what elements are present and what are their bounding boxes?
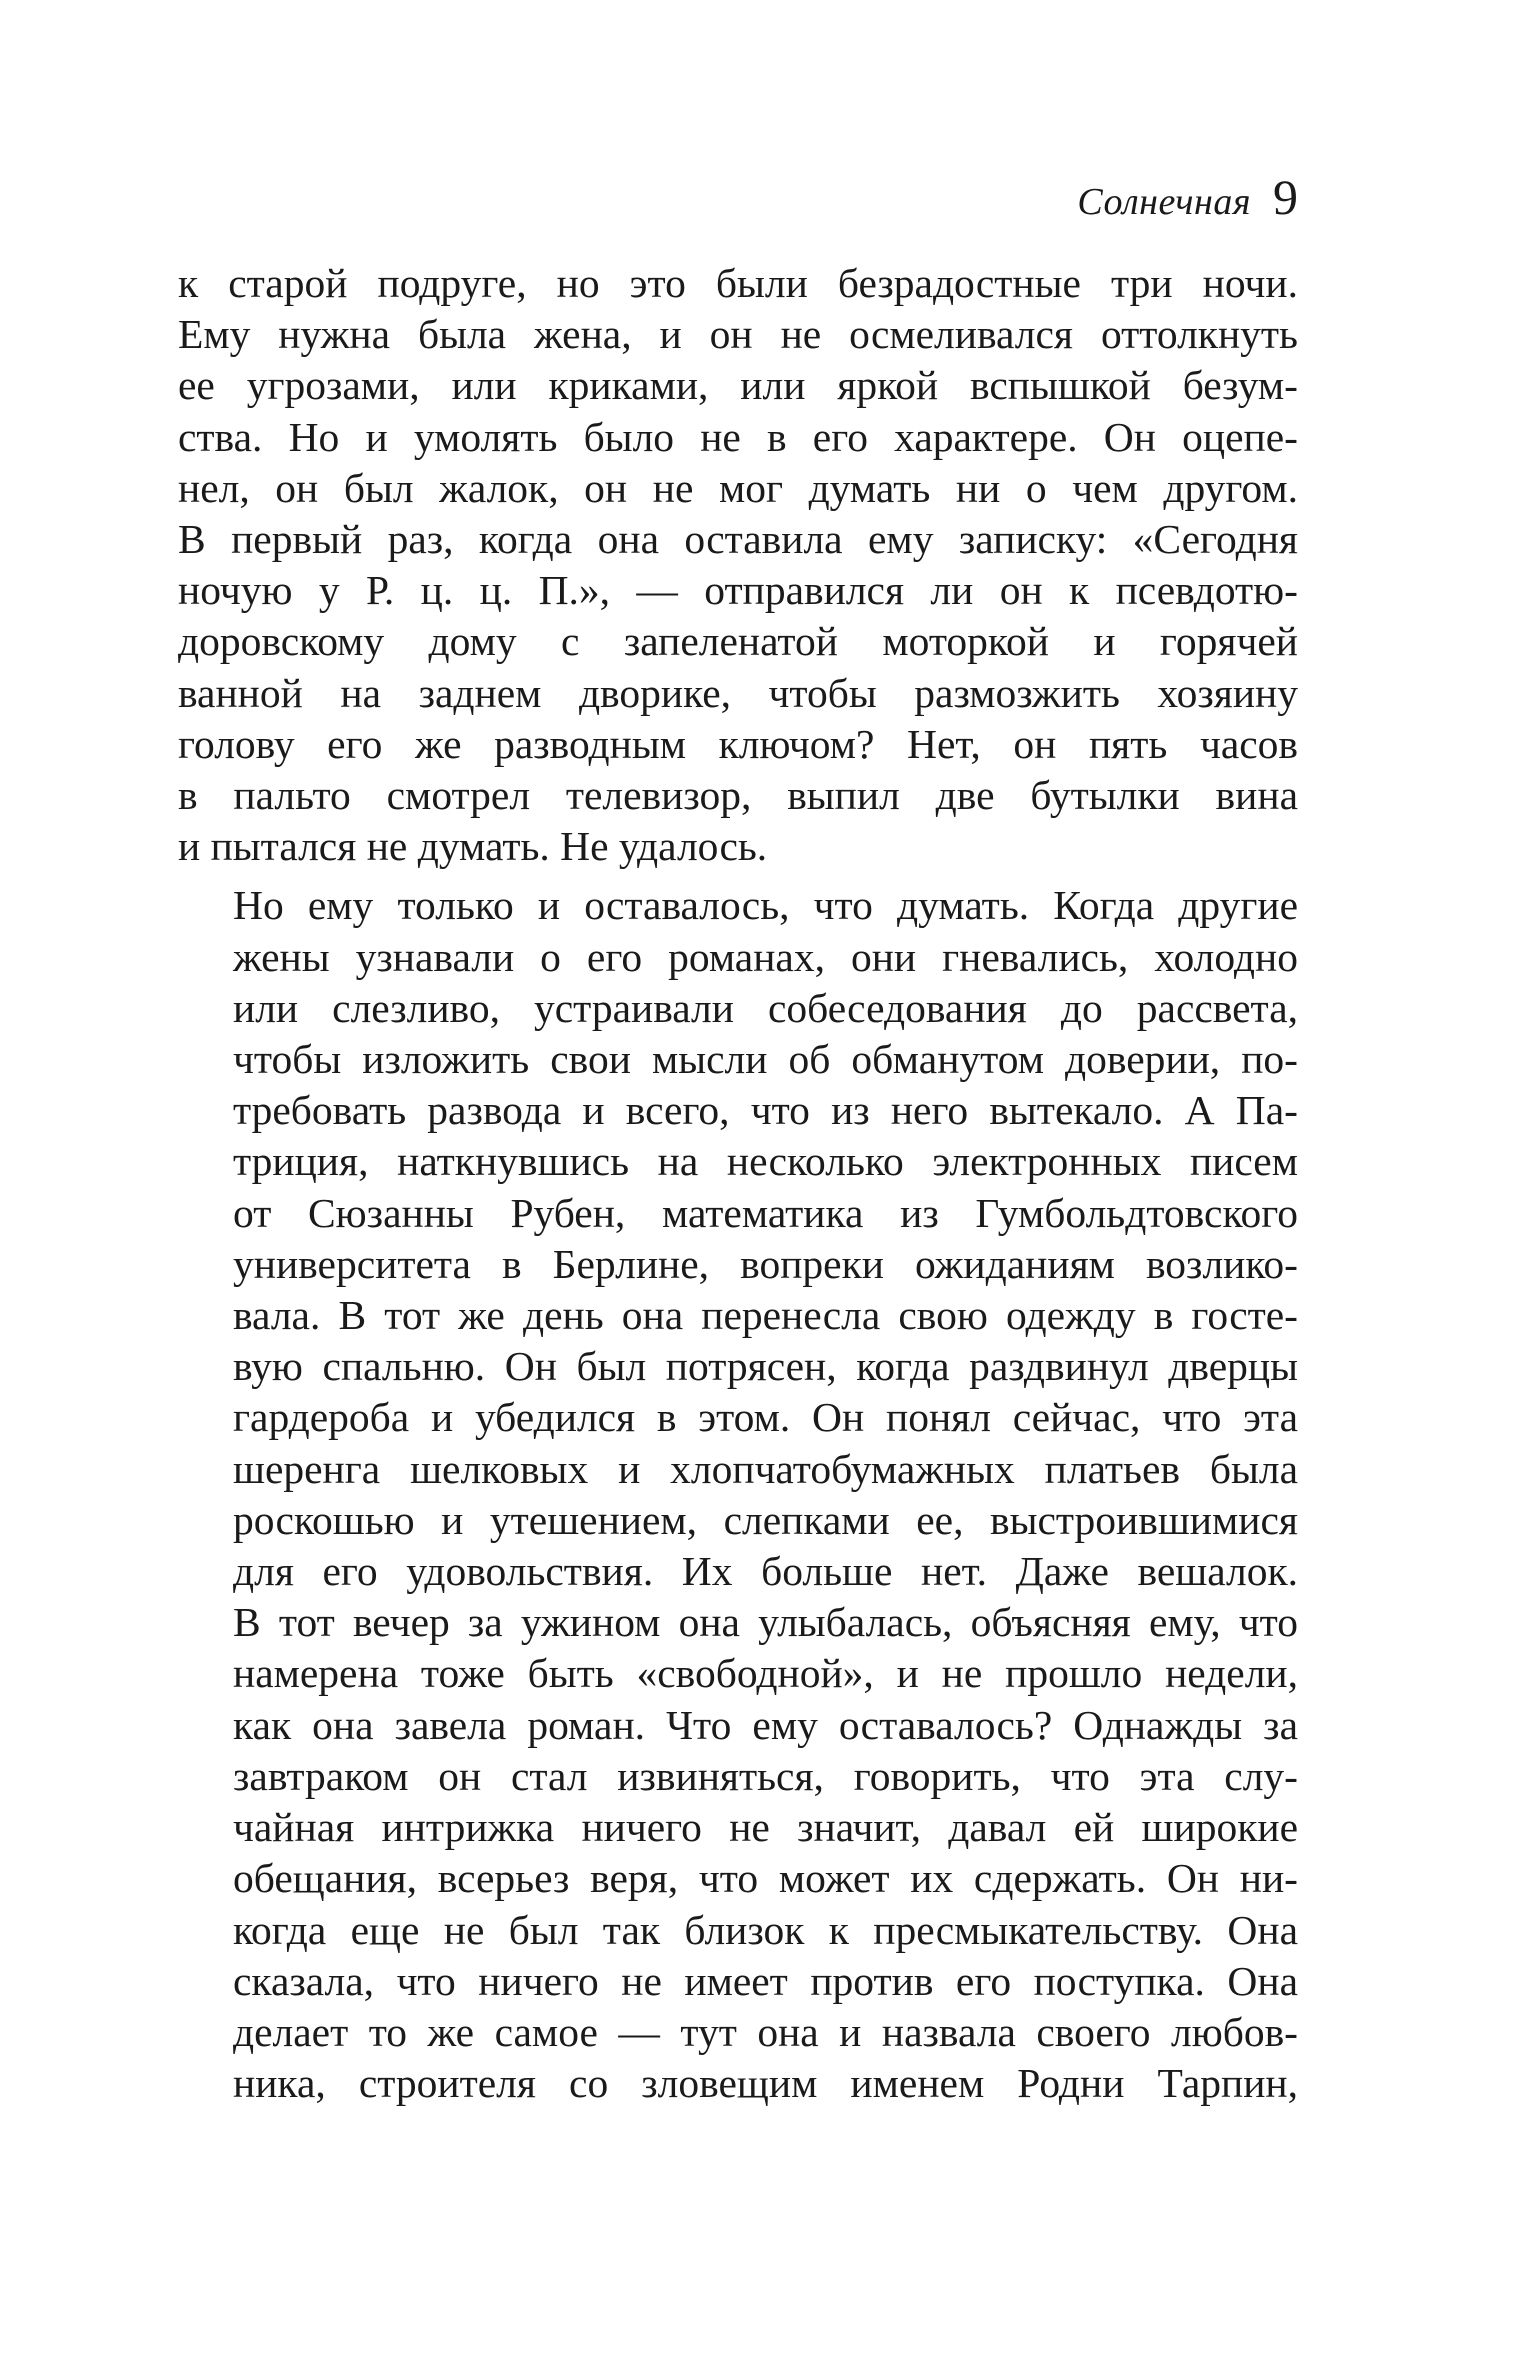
text-line: обещания, всерьез веря, что может их сдержать. Он ни- (233, 1855, 1298, 1902)
text-line: для его удовольствия. Их больше нет. Даже вешалок. (233, 1548, 1298, 1595)
text-line: ника, строителя со зловещим именем Родни Тарпин, (233, 2060, 1298, 2107)
text-line: Но ему только и оставалось, что думать. Когда другие (233, 882, 1298, 929)
text-line: шеренга шелковых и хлопчатобумажных платьев была (233, 1445, 1298, 1492)
text-line: триция, наткнувшись на несколько электронных писем (233, 1138, 1298, 1185)
text-line: завтраком он стал извиняться, говорить, что эта слу- (233, 1752, 1298, 1799)
text-line: намерена тоже быть «свободной», и не прошло недели, (233, 1650, 1298, 1697)
text-line: доровскому дому с запеленатой моторкой и горячей (178, 618, 1298, 665)
running-title: Солнечная (1077, 181, 1251, 223)
text-line: сказала, что ничего не имеет против его поступка. Она (233, 1957, 1298, 2004)
text-line: или слезливо, устраивали собеседования до рассвета, (233, 984, 1298, 1031)
text-line: вую спальню. Он был потрясен, когда раздвинул дверцы (233, 1343, 1298, 1390)
text-line: ее угрозами, или криками, или яркой вспышкой безум- (178, 362, 1298, 409)
text-line: ства. Но и умолять было не в его характере. Он оцепе- (178, 413, 1298, 460)
text-line: ванной на заднем дворике, чтобы размозжить хозяину (178, 669, 1298, 716)
text-line: к старой подруге, но это были безрадостные три ночи. (178, 260, 1298, 306)
text-line: чтобы изложить свои мысли об обманутом доверии, по- (233, 1036, 1298, 1083)
running-head (1077, 168, 1298, 226)
paragraph (178, 880, 1298, 2109)
text-line: Ему нужна была жена, и он не осмеливался оттолкнуть (178, 311, 1298, 358)
text-line: университета в Берлине, вопреки ожиданиям возлико- (233, 1240, 1298, 1287)
text-line: гардероба и убедился в этом. Он понял сейчас, что эта (233, 1394, 1298, 1441)
body-text (178, 258, 1298, 2109)
text-line: от Сюзанны Рубен, математика из Гумбольдтовского (233, 1189, 1298, 1236)
text-line: жены узнавали о его романах, они гневались, холодно (233, 933, 1298, 980)
text-line: В первый раз, когда она оставила ему записку: «Сегодня (178, 516, 1298, 563)
text-line: как она завела роман. Что ему оставалось? Однажды за (233, 1701, 1298, 1748)
text-line: нел, он был жалок, он не мог думать ни о чем другом. (178, 464, 1298, 511)
text-line: В тот вечер за ужином она улыбалась, объясняя ему, что (233, 1599, 1298, 1646)
text-line: чайная интрижка ничего не значит, давал ей широкие (233, 1804, 1298, 1851)
text-line: когда еще не был так близок к пресмыкательству. Она (233, 1906, 1298, 1953)
text-line: делает то же самое — тут она и назвала своего любов- (233, 2008, 1298, 2055)
text-line: ночую у Р. ц. ц. П.», — отправился ли он к псевдотю- (178, 567, 1298, 614)
page-number: 9 (1273, 169, 1298, 225)
text-line: вала. В тот же день она перенесла свою одежду в госте- (233, 1292, 1298, 1339)
text-line: в пальто смотрел телевизор, выпил две бутылки вина (178, 772, 1298, 819)
text-line: голову его же разводным ключом? Нет, он пять часов (178, 720, 1298, 767)
text-line: роскошью и утешением, слепками ее, выстроившимися (233, 1496, 1298, 1543)
text-line: требовать развода и всего, что из него вытекало. А Па- (233, 1087, 1298, 1134)
paragraph (178, 258, 1298, 872)
text-line: и пытался не думать. Не удалось. (178, 823, 768, 870)
